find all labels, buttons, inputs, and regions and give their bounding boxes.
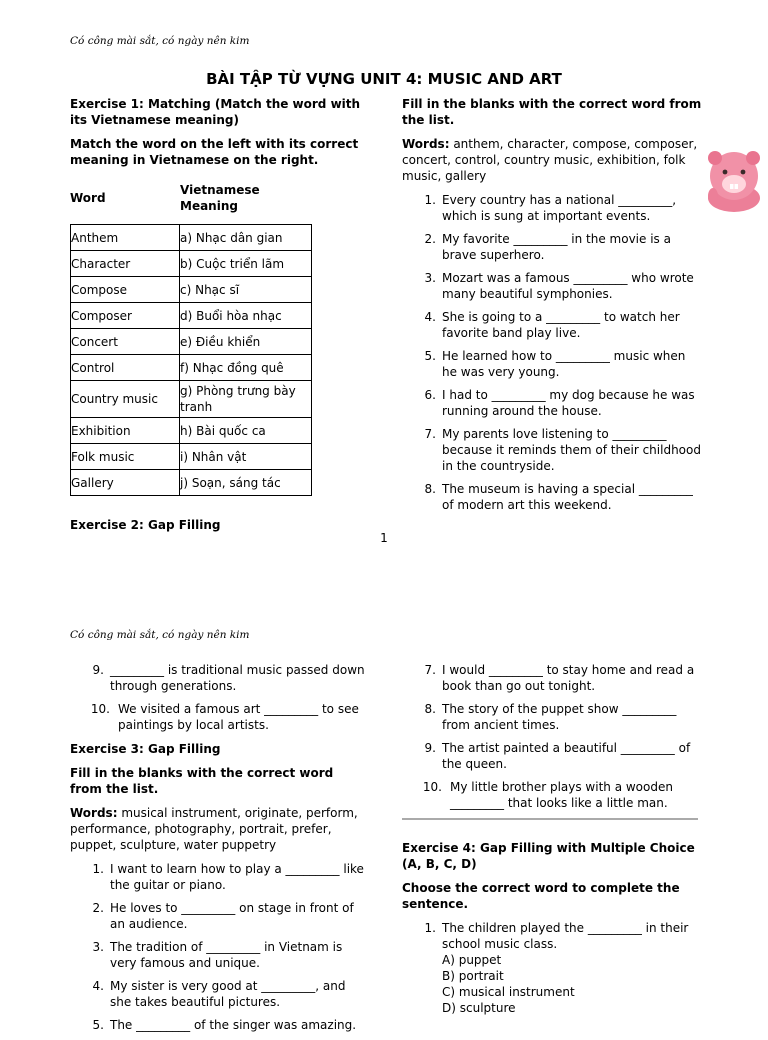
vocab-word-cell: Control [71,355,180,381]
list-item [70,978,368,1010]
vocab-table-row [71,381,312,418]
list-item [70,1017,368,1033]
words-label: Words: [70,806,118,820]
item-text: The artist painted a beautiful _________ of the queen. [442,741,691,771]
list-item [402,701,700,733]
item-number: 8. [424,702,436,716]
vocab-meaning-cell: f) Nhạc đồng quê [180,355,312,381]
list-item [402,426,702,474]
question-number: 1. [424,921,436,935]
vocab-table-row [71,225,312,251]
exercise1-section [70,96,370,533]
exercise4-question-1 [402,920,700,1016]
exercise4-instruction: Choose the correct word to complete the sentence. [402,881,680,911]
vocab-meaning-cell: b) Cuộc triển lãm [180,251,312,277]
section-divider [402,818,698,820]
option-c[interactable]: C) musical instrument [442,985,575,999]
vocab-table [70,224,312,496]
vocab-table-row [71,355,312,381]
exercise2-instruction: Fill in the blanks with the correct word from the list. [402,97,702,127]
exercise2-list [402,192,702,513]
words-label: Words: [402,137,450,151]
item-number: 9. [92,663,104,677]
item-number: 10. [422,780,442,794]
item-text: My little brother plays with a wooden _________ that looks like a little man. [450,780,673,810]
question-text [442,920,700,1016]
exercise2-heading: Exercise 2: Gap Filling [70,518,221,532]
vocab-word-cell: Composer [71,303,180,329]
item-text: He learned how to _________ music when he was very young. [442,349,686,379]
item-text: The museum is having a special _________ of modern art this weekend. [442,482,693,512]
exercise1-heading: Exercise 1: Matching (Match the word with its Vietnamese meaning) [70,97,361,127]
vocab-table-header [70,176,370,220]
vocab-table-row [71,418,312,444]
col-word-header: Word [70,191,106,205]
vocab-meaning-cell: h) Bài quốc ca [180,418,312,444]
item-number: 3. [92,940,104,954]
option-b[interactable]: B) portrait [442,969,504,983]
page2-motto: Có công mài sắt, có ngày nên kim [70,629,250,641]
list-item [70,900,368,932]
item-text: We visited a famous art _________ to see paintings by local artists. [118,702,359,732]
vocab-word-cell: Exhibition [71,418,180,444]
option-a[interactable]: A) puppet [442,953,502,967]
exercise3-list-continued [402,662,700,811]
item-number: 5. [92,1018,104,1032]
exercise3-words [70,805,368,853]
item-text: The story of the puppet show _________ from ancient times. [442,702,677,732]
list-item [402,270,702,302]
vocab-meaning-cell: e) Điều khiển [180,329,312,355]
item-text: My sister is very good at _________, and she takes beautiful pictures. [110,979,346,1009]
item-number: 4. [92,979,104,993]
item-number: 1. [424,193,436,207]
exercise4-heading: Exercise 4: Gap Filling with Multiple Choice (A, B, C, D) [402,841,695,871]
vocab-meaning-cell: i) Nhân vật [180,444,312,470]
vocab-meaning-cell: j) Soạn, sáng tác [180,470,312,496]
item-number: 2. [424,232,436,246]
list-item [402,740,700,772]
item-number: 1. [92,862,104,876]
exercise3-heading: Exercise 3: Gap Filling [70,742,221,756]
exercise2-continued-list [70,662,368,733]
item-text: Every country has a national _________, which is sung at important events. [442,193,677,223]
exercise4-section [402,840,700,1023]
item-text: My parents love listening to _________ because it reminds them of their childhood in the countryside. [442,427,701,473]
list-item [402,348,702,380]
vocab-meaning-cell: c) Nhạc sĩ [180,277,312,303]
vocab-meaning-cell: d) Buổi hòa nhạc [180,303,312,329]
option-d[interactable]: D) sculpture [442,1001,516,1015]
page2-left-column [70,662,368,1040]
vocab-word-cell: Gallery [71,470,180,496]
exercise3-instruction: Fill in the blanks with the correct word from the list. [70,766,334,796]
list-item [402,481,702,513]
vocab-meaning-cell: g) Phòng trưng bày tranh [180,381,312,418]
vocab-word-cell: Character [71,251,180,277]
item-number: 4. [424,310,436,324]
list-item [402,309,702,341]
vocab-table-row [71,303,312,329]
vocab-table-row [71,470,312,496]
words-list: musical instrument, originate, perform, performance, photography, portrait, prefer, puppet, sculpture, water puppetry [70,806,358,852]
item-text: The _________ of the singer was amazing. [110,1018,357,1032]
vocab-word-cell: Concert [71,329,180,355]
item-number: 5. [424,349,436,363]
item-number: 10. [90,702,110,716]
item-number: 6. [424,388,436,402]
item-number: 2. [92,901,104,915]
page-title: BÀI TẬP TỪ VỰNG UNIT 4: MUSIC AND ART [206,70,562,88]
exercise2-words [402,136,702,184]
vocab-table-row [71,329,312,355]
item-number: 8. [424,482,436,496]
list-item [402,231,702,263]
question-stem: The children played the _________ in their school music class. [442,921,689,951]
pink-cartoon-mascot-icon [703,146,765,216]
vocab-word-cell: Anthem [71,225,180,251]
words-list: anthem, character, compose, composer, concert, control, country music, exhibition, folk music, gallery [402,137,698,183]
page1-motto: Có công mài sắt, có ngày nên kim [70,35,250,47]
vocab-table-row [71,444,312,470]
page-number: 1 [380,531,388,545]
exercise2-section [402,96,702,520]
exercise1-instruction: Match the word on the left with its correct meaning in Vietnamese on the right. [70,137,359,167]
item-number: 3. [424,271,436,285]
list-item [70,939,368,971]
item-number: 9. [424,741,436,755]
vocab-word-cell: Country music [71,381,180,418]
item-text: _________ is traditional music passed down through generations. [110,663,365,693]
vocab-table-row [71,277,312,303]
item-text: I had to _________ my dog because he was running around the house. [442,388,695,418]
exercise3-list [70,861,368,1033]
col-meaning-header: Vietnamese Meaning [180,183,260,213]
list-item [70,861,368,893]
page2-right-column [402,662,700,818]
list-item [402,387,702,419]
item-number: 7. [424,427,436,441]
vocab-meaning-cell: a) Nhạc dân gian [180,225,312,251]
vocab-word-cell: Folk music [71,444,180,470]
item-text: Mozart was a famous _________ who wrote many beautiful symphonies. [442,271,694,301]
list-item [402,779,700,811]
list-item [70,662,368,694]
item-text: My favorite _________ in the movie is a brave superhero. [442,232,671,262]
item-text: He loves to _________ on stage in front of an audience. [110,901,354,931]
list-item [402,192,702,224]
item-number: 7. [424,663,436,677]
list-item [70,701,368,733]
item-text: She is going to a _________ to watch her favorite band play live. [442,310,680,340]
item-text: The tradition of _________ in Vietnam is very famous and unique. [110,940,343,970]
vocab-word-cell: Compose [71,277,180,303]
list-item [402,662,700,694]
item-text: I want to learn how to play a _________ like the guitar or piano. [110,862,364,892]
item-text: I would _________ to stay home and read a book than go out tonight. [442,663,695,693]
vocab-table-row [71,251,312,277]
